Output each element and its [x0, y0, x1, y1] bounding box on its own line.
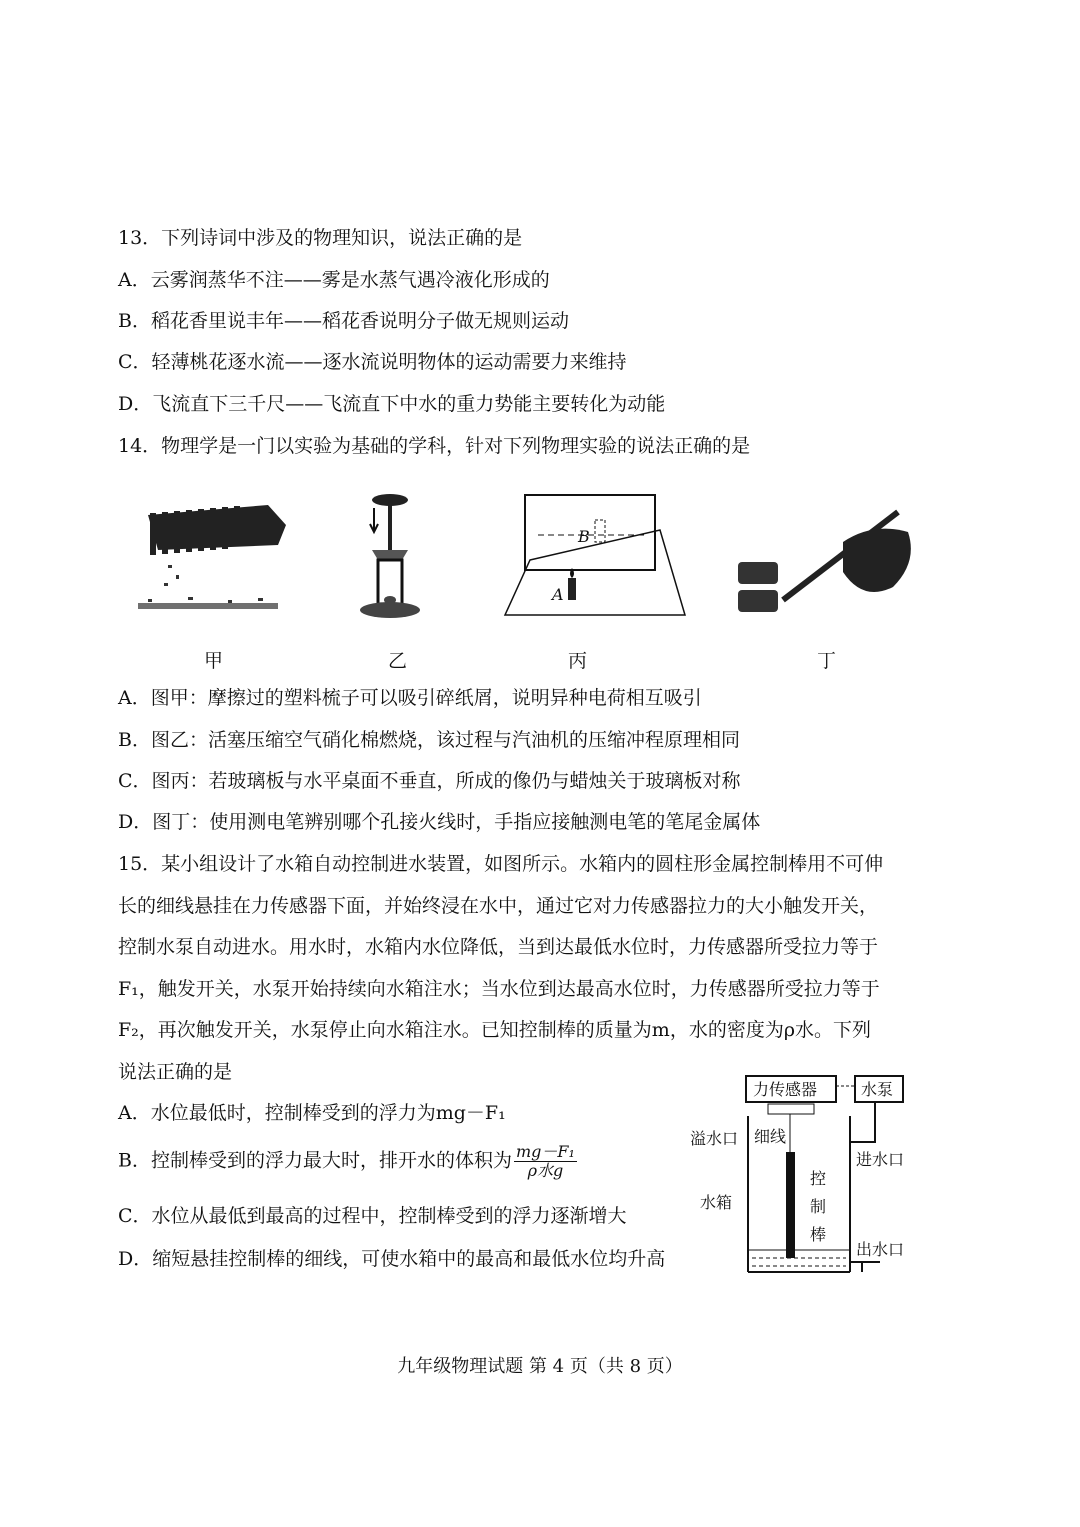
q14-stem: 14．物理学是一门以实验为基础的学科，针对下列物理实验的说法正确的是	[118, 435, 751, 457]
q13-option-d: D．飞流直下三千尺——飞流直下中水的重力势能主要转化为动能	[118, 393, 666, 415]
q15-option-c: C．水位从最低到最高的过程中，控制棒受到的浮力逐渐增大	[118, 1205, 627, 1227]
q15-option-a: A．水位最低时，控制棒受到的浮力为mg－F₁	[118, 1102, 506, 1124]
control-rod	[786, 1152, 795, 1258]
q15-line-4: F₁，触发开关，水泵开始持续向水箱注水；当水位到达最高水位时，力传感器所受拉力等于	[118, 978, 880, 1000]
outlet-label: 出水口	[856, 1240, 905, 1259]
rod-label-char: 制	[810, 1197, 827, 1216]
piston-figure	[350, 490, 430, 625]
page-footer: 九年级物理试题 第 4 页（共 8 页）	[397, 1356, 683, 1377]
label-a: A	[552, 585, 564, 604]
plane-mirror-figure	[500, 490, 690, 625]
rod-label	[810, 1169, 826, 1244]
paper-scraps	[138, 565, 278, 609]
water-tank-diagram	[690, 1072, 920, 1284]
q15-option-d: D．缩短悬挂控制棒的细线，可使水箱中的最高和最低水位均升高	[118, 1248, 666, 1270]
socket-upper	[738, 562, 778, 584]
down-arrow-icon	[370, 508, 378, 532]
q13-option-c: C．轻薄桃花逐水流——逐水流说明物体的运动需要力来维持	[118, 351, 627, 373]
q15-option-b	[118, 1143, 577, 1180]
q15-line-2: 长的细线悬挂在力传感器下面，并始终浸在水中，通过它对力传感器拉力的大小触发开关，	[118, 895, 879, 917]
comb-body	[148, 505, 286, 550]
rod-label-char: 控	[810, 1169, 827, 1188]
q14-option-c: C．图丙：若玻璃板与水平桌面不垂直，所成的像仍与蜡烛关于玻璃板对称	[118, 770, 741, 792]
q15-option-b-text: B．控制棒受到的浮力最大时，排开水的体积为	[118, 1149, 512, 1172]
q13-option-b: B．稻花香里说丰年——稻花香说明分子做无规则运动	[118, 310, 569, 332]
thread-label: 细线	[754, 1127, 787, 1146]
piston-rod	[388, 502, 392, 552]
test-pen-figure	[733, 492, 918, 622]
q15-line-6: 说法正确的是	[118, 1061, 233, 1083]
tank-label: 水箱	[700, 1193, 733, 1212]
q15-line-3: 控制水泵自动进水。用水时，水箱内水位降低，当到达最低水位时，力传感器所受拉力等于	[118, 936, 879, 958]
socket-lower	[738, 590, 778, 612]
table-surface	[505, 530, 685, 615]
volume-fraction	[514, 1143, 577, 1180]
sensor-label: 力传感器	[753, 1080, 818, 1099]
sensor-hook	[768, 1104, 814, 1114]
cylinder-base	[360, 602, 420, 618]
outlet-pipe	[850, 1262, 880, 1272]
caption-jia: 甲	[204, 650, 224, 672]
inlet-pipe	[850, 1102, 875, 1142]
image-candle-b	[595, 520, 605, 542]
q14-option-a: A．图甲：摩擦过的塑料梳子可以吸引碎纸屑，说明异种电荷相互吸引	[118, 687, 702, 709]
inlet-label: 进水口	[856, 1150, 905, 1169]
q13-stem: 13．下列诗词中涉及的物理知识，说法正确的是	[118, 227, 523, 249]
glass-plate	[525, 495, 655, 570]
q15-line-1: 15．某小组设计了水箱自动控制进水装置，如图所示。水箱内的圆柱形金属控制棒用不可伸	[118, 853, 884, 875]
overflow-label: 溢水口	[690, 1129, 739, 1148]
q14-option-d: D．图丁：使用测电笔辨别哪个孔接火线时，手指应接触测电笔的笔尾金属体	[118, 811, 761, 833]
caption-yi: 乙	[388, 650, 408, 672]
label-b: B	[578, 527, 590, 546]
q15-line-5: F₂，再次触发开关，水泵停止向水箱注水。已知控制棒的质量为m，水的密度为ρ水。下列	[118, 1019, 871, 1041]
fraction-denominator: ρ水g	[527, 1161, 564, 1180]
caption-bing: 丙	[568, 650, 588, 672]
q13-option-a: A．云雾润蒸华不注——雾是水蒸气遇冷液化形成的	[118, 269, 550, 291]
pump-label: 水泵	[861, 1080, 894, 1099]
caption-ding: 丁	[817, 650, 837, 672]
q14-option-b: B．图乙：活塞压缩空气硝化棉燃烧，该过程与汽油机的压缩冲程原理相同	[118, 729, 740, 751]
hand	[843, 529, 911, 592]
fraction-numerator: mg－F₁	[515, 1142, 575, 1161]
comb-figure	[128, 495, 288, 620]
candle-a	[568, 578, 576, 600]
rod-label-char: 棒	[810, 1225, 827, 1244]
